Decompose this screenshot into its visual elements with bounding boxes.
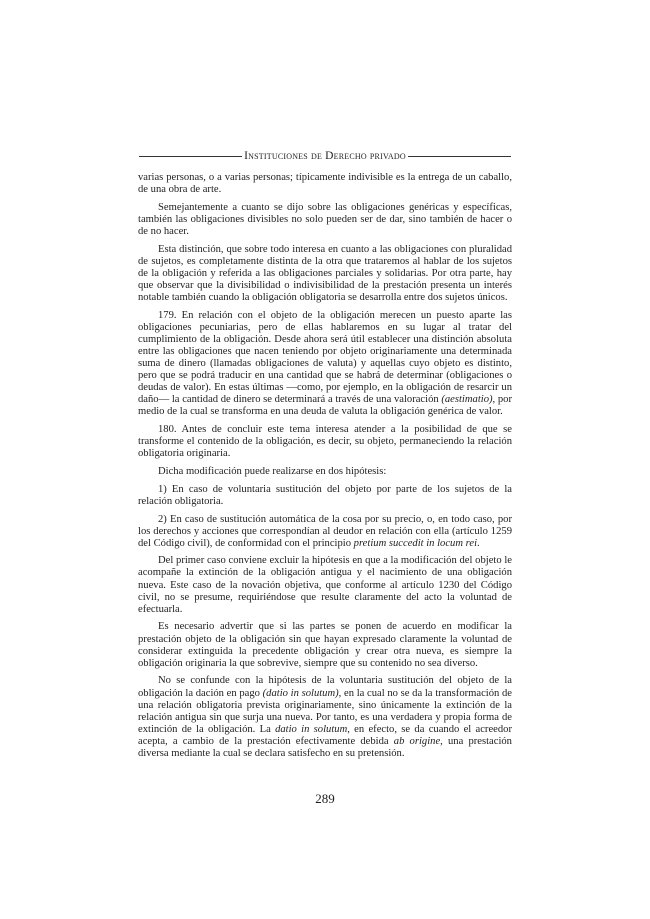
italic-term: datio in solutum <box>275 723 348 735</box>
running-title: Instituciones de Derecho privado <box>244 150 406 162</box>
text-run: Esta distinción, que sobre todo interesa en cuanto a las obligaciones con pluralidad de sujetos, es completamente distinta de la otra que trataremos al hablar de los sujetos de la obligación y referida a las obligaciones parciales y solidarias. Por otra parte, hay que observar que la divisibilidad o indivisibilidad de la prestación presenta un interés notable también cuando la obligación obligatoria se desarrolla entre dos sujetos únicos. <box>138 243 512 304</box>
paragraph <box>138 621 512 669</box>
text-run: , en la cual no se da la transformación de una relación obligatoria prevista originariamente, sino únicamente la extinción de la relación antigua sin que surja una nueva. Por tanto, es una verdadera y propia forma de extinción de la obligación. La <box>138 687 513 735</box>
page-number: 289 <box>315 791 335 806</box>
italic-term: pretium succedit in locum rei <box>353 537 478 549</box>
paragraph <box>138 514 512 550</box>
body-text <box>138 172 512 766</box>
paragraph <box>138 555 512 615</box>
text-run: , por medio de la cual se transforma en una deuda de valuta la obligación genérica de valor. <box>138 394 512 418</box>
paragraph <box>138 484 512 508</box>
text-run: No se confunde con la hipótesis de la voluntaria sustitución del objeto de la obligación la dación en pago <box>138 675 512 699</box>
text-run: Dicha modificación puede realizarse en dos hipótesis: <box>158 466 387 478</box>
italic-term: (aestimatio) <box>441 394 493 406</box>
italic-term: ab origine <box>393 735 441 747</box>
paragraph <box>138 202 512 238</box>
text-run: 179. En relación con el objeto de la obligación merecen un puesto aparte las obligaciones pecuniarias, pero de ellas hablaremos en su lugar al tratar del cumplimiento de la obligación. Desde ahora será útil establecer una distinción absoluta entre las obligaciones que nacen teniendo por objeto originariamente una determinada suma de dinero (llamadas obligaciones de valuta) y aquellas cuyo objeto es distinto, pero que se podrá traducir en una cantidad que se habrá de determinar (obligaciones o deudas de valor). En estas últimas —como, por ejemplo, en la obligación de resarcir un daño— la cantidad de dinero se determinará a través de una valoración <box>138 309 512 406</box>
text-run: Del primer caso conviene excluir la hipótesis en que a la modificación del objeto le acompañe la extinción de la obligación antigua y el nacimiento de una obligación nueva. Este caso de la novación objetiva, que conforme al artículo 1230 del Código civil, no se presume, requiriéndose que resulte claramente del acto la voluntad de efectuarla. <box>138 555 512 615</box>
text-run: , en efecto, se da cuando el acreedor acepta, a cambio de la prestación efectivamente debida <box>138 723 512 747</box>
text-run: 2) En caso de sustitución automática de la cosa por su precio, o, en todo caso, por los derechos y acciones que correspondían al deudor en relación con ella (artículo 1259 del Código civil), de conformidad con el principio <box>138 513 512 549</box>
text-run: 1) En caso de voluntaria sustitución del objeto por parte de los sujetos de la relación obligatoria. <box>138 483 512 507</box>
text-run: , una prestación diversa mediante la cual se declara satisfecho en su pretensión. <box>138 735 512 759</box>
running-header <box>139 150 511 162</box>
text-run: Semejantemente a cuanto se dijo sobre las obligaciones genéricas y específicas, también las obligaciones divisibles no solo pueden ser de dar, sino también de hacer o de no hacer. <box>138 201 512 237</box>
paragraph <box>138 424 512 460</box>
header-rule-left <box>139 156 242 157</box>
paragraph <box>138 244 512 304</box>
text-run: 180. Antes de concluir este tema interesa atender a la posibilidad de que se transforme el contenido de la obligación, es decir, su objeto, permaneciendo la relación obligatoria originaria. <box>138 424 512 460</box>
text-run: Es necesario advertir que si las partes se ponen de acuerdo en modificar la prestación objeto de la obligación sin que hayan expresado claramente la voluntad de considerar extinguida la precedente obligación y crear otra nueva, es siempre la obligación originaria la que sobrevive, siempre que su contenido no sea diverso. <box>138 621 512 669</box>
italic-term: (datio in solutum) <box>262 687 339 699</box>
header-rule-right <box>408 156 511 157</box>
paragraph <box>138 310 512 419</box>
text-run: varias personas, o a varias personas; típicamente indivisible es la entrega de un caballo, de una obra de arte. <box>138 172 512 196</box>
text-run: . <box>477 537 480 549</box>
paragraph <box>138 466 512 478</box>
paragraph <box>138 675 512 760</box>
paragraph <box>138 172 512 196</box>
